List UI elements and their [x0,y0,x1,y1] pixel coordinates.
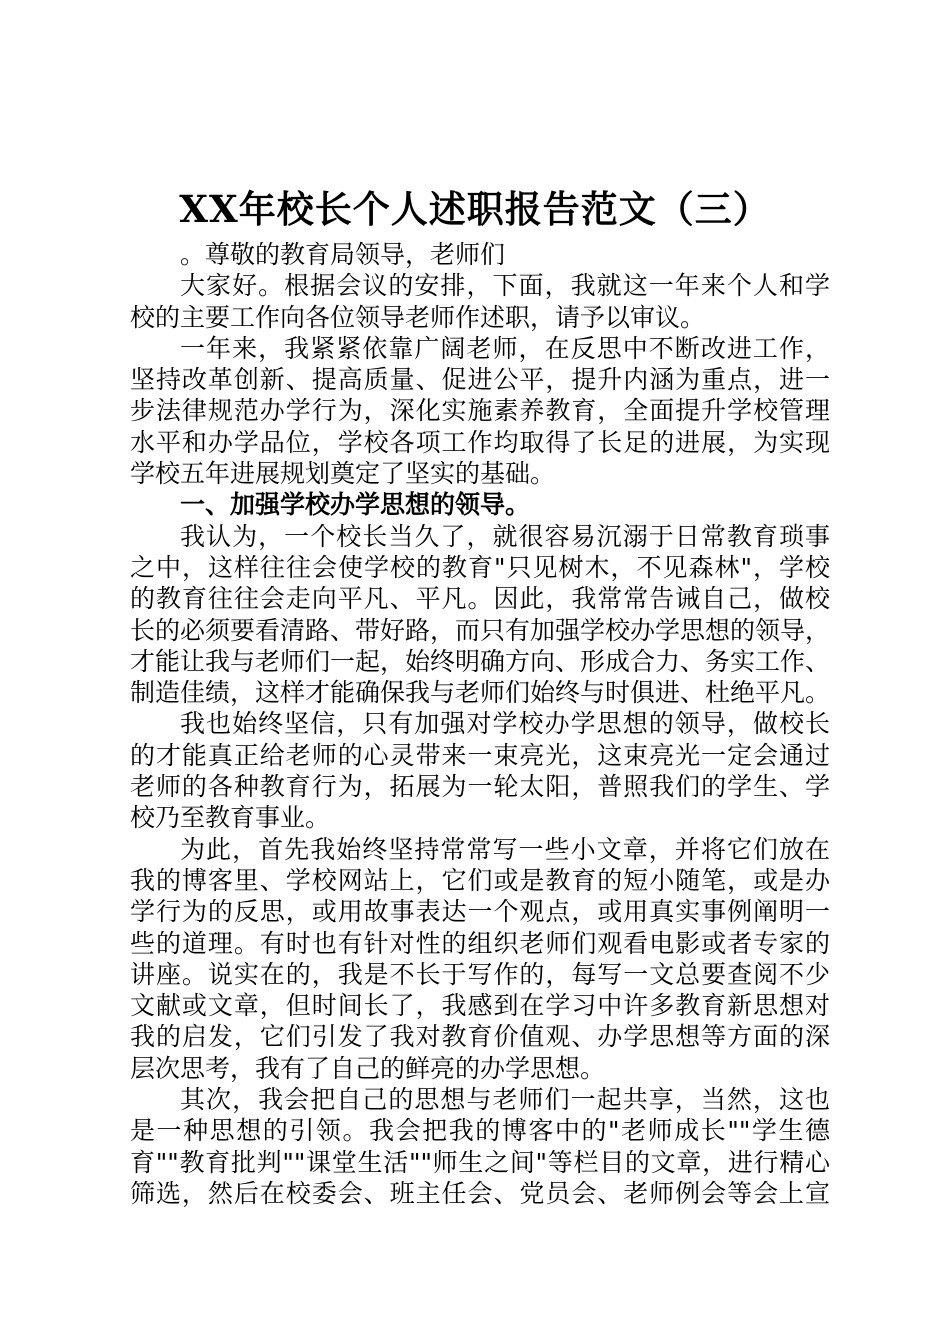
text-line: 讲座。说实在的，我是不长于写作的，每写一文总要查阅不少 [130,959,830,989]
text-line: 层次思考，我有了自己的鲜亮的办学思想。 [130,1053,606,1083]
text-line: 的才能真正给老师的心灵带来一束亮光，这束亮光一定会通过 [130,740,830,770]
text-line: 我的启发，它们引发了我对教育价值观、办学思想等方面的深 [130,1022,830,1052]
text-line: 些的道理。有时也有针对性的组织老师们观看电影或者专家的 [130,928,830,958]
section-heading: 一、加强学校办学思想的领导。 [180,490,531,520]
text-line: 的教育往往会走向平凡、平凡。因此，我常常告诫自己，做校 [130,584,830,614]
text-line: 育""教育批判""课堂生活""师生之间"等栏目的文章，进行精心 [130,1147,830,1177]
text-line: 是一种思想的引领。我会把我的博客中的"老师成长""学生德 [130,1116,830,1146]
text-line: 学校五年进展规划奠定了坚实的基础。 [130,459,556,489]
text-line: 校的主要工作向各位领导老师作述职，请予以审议。 [130,302,706,332]
text-line: 文献或文章，但时间长了，我感到在学习中许多教育新思想对 [130,991,830,1021]
text-line: 为此，首先我始终坚持常常写一些小文章，并将它们放在 [180,834,830,864]
text-line: 。尊敬的教育局领导，老师们 [180,240,506,269]
text-line: 一年来，我紧紧依靠广阔老师，在反思中不断改进工作， [180,333,830,363]
document-title: XX年校长个人述职报告范文（三） [179,187,771,231]
text-line: 校乃至教育事业。 [130,803,331,833]
document-body [130,239,830,1209]
text-line: 长的必须要看清路、带好路，而只有加强学校办学思想的领导， [130,615,831,645]
text-line: 水平和办学品位，学校各项工作均取得了长足的进展，为实现 [130,427,830,457]
text-line: 其次，我会把自己的思想与老师们一起共享，当然，这也 [180,1085,830,1115]
text-line: 才能让我与老师们一起，始终明确方向、形成合力、务实工作、 [130,646,831,676]
text-line: 制造佳绩，这样才能确保我与老师们始终与时俱进、杜绝平凡。 [130,678,831,708]
text-line: 之中，这样往往会使学校的教育"只见树木，不见森林"，学校 [130,552,830,582]
text-line: 筛选，然后在校委会、班主任会、党员会、老师例会等会上宣 [130,1178,830,1208]
text-line: 大家好。根据会议的安排，下面，我就这一年来个人和学 [180,271,830,301]
text-line: 步法律规范办学行为，深化实施素养教育，全面提升学校管理 [130,396,830,426]
text-line: 学行为的反思，或用故事表达一个观点，或用真实事例阐明一 [130,897,830,927]
text-line: 我认为，一个校长当久了，就很容易沉溺于日常教育琐事 [180,521,830,551]
text-line: 我的博客里、学校网站上，它们或是教育的短小随笔，或是办 [130,865,830,895]
text-line: 老师的各种教育行为，拓展为一轮太阳，普照我们的学生、学 [130,772,830,802]
text-line: 我也始终坚信，只有加强对学校办学思想的领导，做校长 [180,709,830,739]
text-line: 坚持改革创新、提高质量、促进公平，提升内涵为重点，进一 [130,365,830,395]
